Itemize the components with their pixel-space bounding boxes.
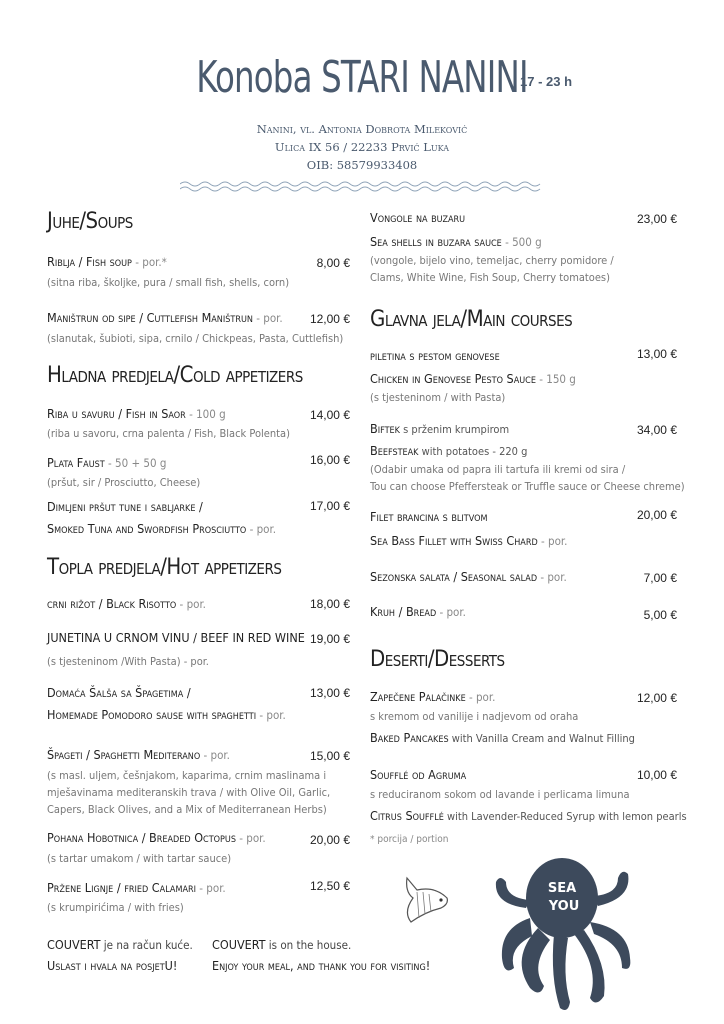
price-riblja: 8,00 €: [316, 256, 350, 270]
price-manistrun: 12,00 €: [309, 312, 350, 326]
desc-junetina: (s tjesteninom /With Pasta) - por.: [47, 655, 209, 668]
desc-palacinke: s kremom od vanilije i nadjevom od oraha: [370, 710, 579, 723]
opening-hours: 17 - 23 h: [520, 74, 573, 89]
menu-item-biftek-1: Biftek s prženim krumpirom: [370, 421, 510, 436]
desc-lignje: (s krumpirićima / with fries): [47, 901, 184, 914]
price-souffle: 10,00 €: [636, 768, 677, 782]
menu-item-vongole-1: Vongole na buzaru: [370, 210, 466, 225]
section-title-hot: Topla predjela/Hot appetizers: [47, 555, 282, 580]
menu-item-brancin-2: Sea Bass Fillet with Swiss Chard - por.: [370, 533, 568, 548]
menu-item-manistrun: Maništrun od sipe / Cuttlefish Maništrun - por.: [47, 310, 283, 325]
address-line-1: Nanini, vl. Antonia Dobrota Mileković: [256, 122, 468, 136]
footer-thanks-en: Enjoy your meal, and thank you for visiting!: [212, 958, 431, 973]
desc-hobotnica: (s tartar umakom / with tartar sauce): [47, 852, 232, 865]
price-brancin: 20,00 €: [636, 508, 677, 522]
menu-item-plata: Plata Faust - 50 + 50 g: [47, 455, 167, 470]
section-title-main: Glavna jela/Main courses: [370, 307, 573, 332]
menu-item-vongole-2: Sea shells in buzara sauce - 500 g: [370, 234, 542, 249]
price-plata: 16,00 €: [309, 453, 350, 467]
price-lignje: 12,50 €: [309, 879, 350, 893]
desc-spageti-1: (s masl. uljem, češnjakom, kaparima, crnim maslinama i: [47, 769, 327, 782]
menu-item-kruh: Kruh / Bread - por.: [370, 604, 466, 619]
menu-item-souffle-2: Citrus Soufflé with Lavender-Reduced Syrup with lemon pearls: [370, 808, 687, 823]
desc-vongole-2: Clams, White Wine, Fish Soup, Cherry tomatoes): [370, 271, 610, 284]
desc-piletina: (s tjesteninom / with Pasta): [370, 391, 506, 404]
desc-plata: (pršut, sir / Prosciutto, Cheese): [47, 476, 201, 489]
price-kruh: 5,00 €: [643, 608, 677, 622]
desc-riblja: (sitna riba, školjke, pura / small fish, shells, corn): [47, 276, 290, 289]
desc-biftek-1: (Odabir umaka od papra ili tartufa ili kremi od sira /: [370, 463, 626, 476]
section-title-cold: Hladna predjela/Cold appetizers: [47, 363, 303, 388]
menu-item-brancin-1: Filet brancina s blitvom: [370, 509, 488, 524]
menu-item-souffle-1: Soufflé od Agruma: [370, 767, 467, 782]
desc-spageti-2: mješavinama mediteranskih trava / with Olive Oil, Garlic,: [47, 786, 331, 799]
oib: OIB: 58579933408: [306, 158, 418, 172]
price-vongole: 23,00 €: [636, 212, 677, 226]
menu-item-palacinke-2: Baked Pancakes with Vanilla Cream and Walnut Filling: [370, 730, 635, 745]
price-palacinke: 12,00 €: [636, 691, 677, 705]
wave-divider: [180, 180, 544, 192]
badge-text-you: YOU: [548, 899, 580, 914]
footer-thanks-hr: Uslast i hvala na posjetU!: [47, 958, 178, 973]
price-riba: 14,00 €: [309, 408, 350, 422]
price-piletina: 13,00 €: [636, 347, 677, 361]
price-tuna: 17,00 €: [309, 499, 350, 513]
menu-item-riba: Riba u savuru / Fish in Saor - 100 g: [47, 406, 226, 421]
price-salsa: 13,00 €: [309, 686, 350, 700]
menu-item-tuna-1: Dimljeni pršut tune i sabljarke /: [47, 499, 203, 514]
price-salata: 7,00 €: [643, 571, 677, 585]
menu-item-hobotnica: Pohana Hobotnica / Breaded Octopus - por.: [47, 830, 266, 845]
desc-riba: (riba u savoru, crna palenta / Fish, Black Polenta): [47, 427, 290, 440]
menu-item-junetina: JUNETINA U CRNOM VINU / BEEF IN RED WINE: [47, 630, 305, 645]
badge-text-sea: SEA: [547, 881, 577, 896]
menu-item-salsa-2: Homemade Pomodoro sause with spaghetti - por.: [47, 707, 286, 722]
menu-item-tuna-2: Smoked Tuna and Swordfish Prosciutto - por.: [47, 521, 276, 536]
desc-spageti-3: Capers, Black Olives, and a Mix of Mediterranean Herbs): [47, 803, 327, 816]
price-biftek: 34,00 €: [636, 423, 677, 437]
menu-item-piletina-1: piletina s pestom genovese: [370, 348, 500, 363]
portion-note: * porcija / portion: [370, 834, 449, 845]
menu-item-salata: Sezonska salata / Seasonal salad - por.: [370, 569, 567, 584]
menu-item-lignje: Pržene Lignje / fried Calamari - por.: [47, 880, 226, 895]
restaurant-title: Konoba STARI NANINI: [196, 52, 528, 103]
menu-item-palacinke-1: Zapečene Palačinke - por.: [370, 689, 496, 704]
footer-couvert-hr: COUVERT je na račun kuće.: [47, 937, 193, 952]
menu-item-piletina-2: Chicken in Genovese Pesto Sauce - 150 g: [370, 371, 576, 386]
desc-manistrun: (slanutak, šubioti, sipa, crnilo / Chickpeas, Pasta, Cuttlefish): [47, 332, 344, 345]
fish-illustration: [395, 872, 455, 927]
menu-item-biftek-2: Beefsteak with potatoes - 220 g: [370, 443, 528, 458]
price-spageti: 15,00 €: [309, 749, 350, 763]
desc-biftek-2: Tou can choose Pfeffersteak or Truffle sauce or Cheese chreme): [370, 480, 685, 493]
section-title-desserts: Deserti/Desserts: [370, 647, 505, 672]
menu-item-rizot: crni rižot / Black Risotto - por.: [47, 596, 206, 611]
menu-item-riblja: Riblja / Fish soup - por.*: [47, 254, 167, 269]
price-rizot: 18,00 €: [309, 597, 350, 611]
octopus-illustration: [490, 848, 640, 1018]
address-line-2: Ulica IX 56 / 22233 Prvić Luka: [274, 140, 450, 154]
menu-item-spageti: Špageti / Spaghetti Mediterano - por.: [47, 747, 230, 762]
footer-couvert-en: COUVERT is on the house.: [212, 937, 352, 952]
price-junetina: 19,00 €: [309, 632, 350, 646]
desc-vongole-1: (vongole, bijelo vino, temeljac, cherry pomidore /: [370, 254, 614, 267]
desc-souffle: s reduciranom sokom od lavande i perlicama limuna: [370, 788, 630, 801]
section-title-soups: Juhe/Soups: [47, 209, 133, 234]
menu-item-salsa-1: Domaća Šalša sa Špagetima /: [47, 685, 191, 700]
price-hobotnica: 20,00 €: [309, 833, 350, 847]
